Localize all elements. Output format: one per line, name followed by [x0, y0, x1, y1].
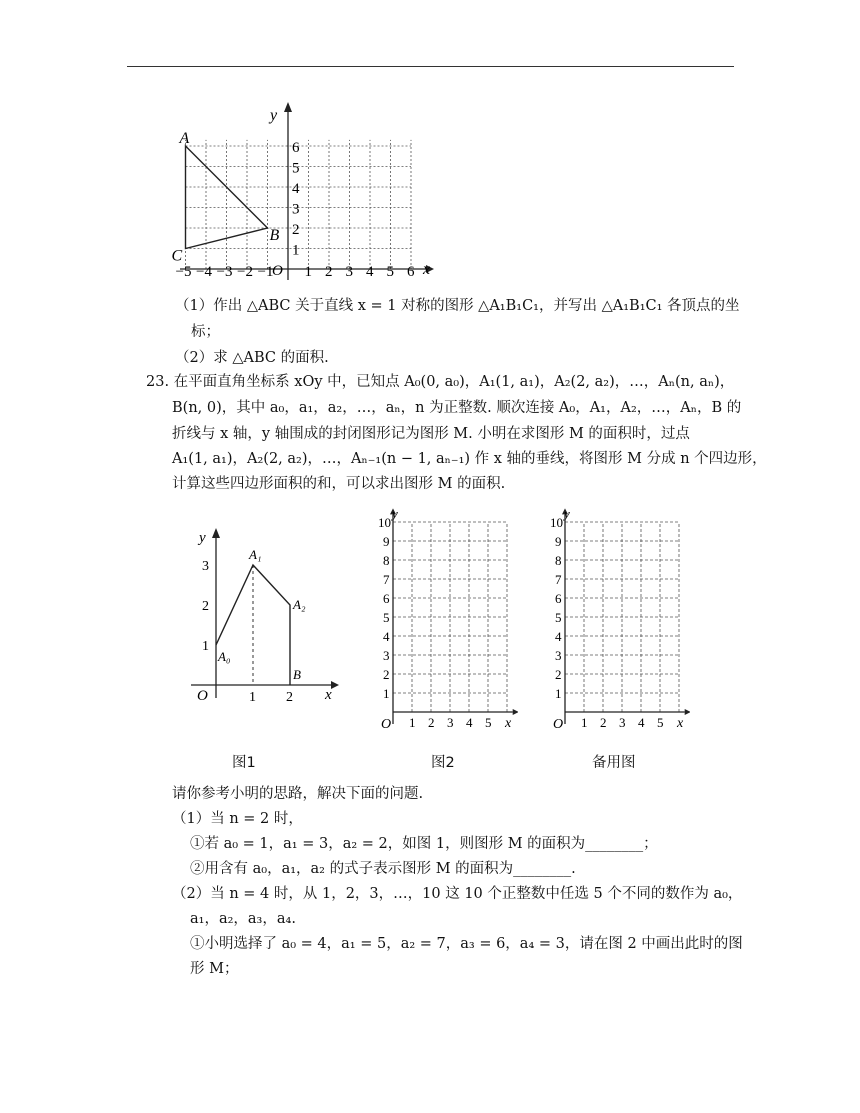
spare-y-tick: 7: [555, 572, 562, 587]
q23-line4: A₁(1, a₁)，A₂(2, a₂)，…，Aₙ₋₁(n − 1, aₙ₋₁) 作 x 轴的垂线，将图形 M 分成 n 个四边形，: [172, 451, 767, 467]
fig1-b-label: B: [293, 667, 301, 682]
q22-part1-line2: 标；: [191, 324, 220, 340]
fig2-axis-y: y: [392, 506, 398, 522]
axis-y-label: y: [270, 107, 278, 124]
fig2-y-tick: 3: [383, 648, 390, 663]
top-x-tick: 6: [407, 264, 415, 280]
fig1-caption: 图1: [232, 755, 256, 771]
fig2-x-tick: 4: [466, 715, 473, 730]
fig1-y-tick: 2: [202, 599, 209, 614]
spare-y-tick: 9: [555, 534, 562, 549]
fig2-x-tick: 1: [409, 715, 416, 730]
spare-y-tick: 6: [555, 591, 562, 606]
point-a-label: A: [179, 130, 190, 147]
q22-part2: （2）求 △ABC 的面积.: [175, 350, 329, 366]
top-y-tick: 2: [292, 222, 300, 238]
spare-x-tick: 1: [581, 715, 588, 730]
spare-y-tick: 5: [555, 610, 562, 625]
triangle-abc: [186, 146, 268, 249]
fig2-y-tick: 9: [383, 534, 390, 549]
fig2-y-tick: 10: [378, 515, 391, 530]
top-x-tick: −3: [216, 264, 233, 280]
origin-label: O: [272, 263, 283, 279]
fig2-caption: 图2: [431, 755, 455, 771]
q23-line3: 折线与 x 轴，y 轴围成的封闭图形记为图形 M. 小明在求图形 M 的面积时，过点: [172, 426, 690, 442]
fig1-x-tick: 1: [249, 690, 256, 705]
top-x-tick: 2: [325, 264, 333, 280]
fig2-y-tick: 5: [383, 610, 390, 625]
spare-x-tick: 2: [600, 715, 607, 730]
problems-intro: 请你参考小明的思路，解决下面的问题.: [172, 786, 424, 802]
fig1-x-tick: 2: [286, 690, 293, 705]
top-x-tick: 4: [366, 264, 374, 280]
spare-y-tick: 4: [555, 629, 562, 644]
spare-x-tick: 5: [657, 715, 664, 730]
spare-origin: O: [553, 717, 564, 732]
figure-1-polyline: [183, 520, 343, 705]
top-x-tick: −5: [175, 264, 192, 280]
fig1-axis-x: x: [325, 687, 332, 703]
top-x-tick: 1: [304, 264, 312, 280]
top-x-tick: −1: [257, 264, 274, 280]
fig1-a1-label: A₁: [249, 547, 262, 562]
fig1-y-tick: 3: [202, 559, 209, 574]
spare-y-tick: 8: [555, 553, 562, 568]
fig1-y-tick: 1: [202, 639, 209, 654]
top-x-tick: −2: [237, 264, 253, 280]
problem-2-line1: （2）当 n = 4 时，从 1，2，3，…，10 这 10 个正整数中任选 5 个不同的数作为 a₀，: [172, 886, 743, 902]
q23-line5: 计算这些四边形面积的和，可以求出图形 M 的面积.: [172, 476, 506, 492]
fig2-x-tick: 2: [428, 715, 435, 730]
top-y-tick: 5: [292, 160, 300, 177]
fig1-a2-label: A₂: [293, 597, 306, 612]
top-x-tick: 5: [386, 264, 394, 280]
top-y-tick: 3: [292, 201, 300, 218]
problem-1: （1）当 n = 2 时，: [172, 811, 303, 827]
problem-1-a: ①若 a₀ = 1，a₁ = 3，a₂ = 2，如图 1，则图形 M 的面积为________；: [190, 836, 658, 852]
spare-figure-caption: 备用图: [592, 755, 636, 771]
spare-figure-grid: [550, 500, 690, 732]
fig2-y-tick: 7: [383, 572, 390, 587]
fig2-origin: O: [381, 717, 392, 732]
top-y-tick: 6: [292, 140, 300, 156]
q22-part1-line1: （1）作出 △ABC 关于直线 x = 1 对称的图形 △A₁B₁C₁，并写出 △A₁B₁C₁ 各顶点的坐: [175, 298, 740, 314]
header-rule: [127, 66, 734, 67]
spare-axis-y: y: [564, 506, 570, 522]
fig2-y-tick: 6: [383, 591, 390, 606]
spare-x-tick: 4: [638, 715, 645, 730]
axis-x-label: x: [423, 261, 431, 278]
point-b-label: B: [269, 227, 280, 244]
triangle-abc-grid: [168, 100, 438, 285]
fig1-axis-y: y: [199, 530, 206, 546]
problem-2-a-line2: 形 M；: [190, 961, 239, 977]
fig2-x-tick: 3: [447, 715, 454, 730]
spare-y-tick: 1: [555, 686, 562, 701]
problem-1-b: ②用含有 a₀，a₁，a₂ 的式子表示图形 M 的面积为________.: [190, 861, 576, 877]
fig2-y-tick: 1: [383, 686, 390, 701]
figure-2-grid: [378, 500, 518, 732]
spare-axis-x: x: [677, 716, 684, 731]
spare-x-tick: 3: [619, 715, 626, 730]
fig1-origin: O: [197, 688, 208, 704]
spare-y-tick: 2: [555, 667, 562, 682]
top-y-tick: 1: [292, 242, 300, 259]
fig2-y-tick: 4: [383, 629, 390, 644]
fig2-y-tick: 2: [383, 667, 390, 682]
top-x-tick: −4: [196, 264, 212, 280]
q23-line2: B(n, 0)，其中 a₀，a₁，a₂，…，aₙ，n 为正整数. 顺次连接 A₀，A₁，A₂，…，Aₙ，B 的: [172, 400, 742, 416]
fig2-y-tick: 8: [383, 553, 390, 568]
problem-2-line2: a₁，a₂，a₃，a₄.: [190, 911, 296, 927]
spare-y-tick: 10: [550, 515, 563, 530]
fig2-x-tick: 5: [485, 715, 492, 730]
q23-line1: 23. 在平面直角坐标系 xOy 中，已知点 A₀(0, a₀)，A₁(1, a₁)，A₂(2, a₂)，…，Aₙ(n, aₙ)，: [146, 374, 735, 390]
spare-y-tick: 3: [555, 648, 562, 663]
fig2-axis-x: x: [505, 716, 512, 731]
top-x-tick: 3: [345, 264, 353, 280]
point-c-label: C: [171, 247, 183, 265]
top-y-tick: 4: [292, 181, 300, 197]
problem-2-a-line1: ①小明选择了 a₀ = 4，a₁ = 5，a₂ = 7，a₃ = 6，a₄ = 3，请在图 2 中画出此时的图: [190, 936, 743, 952]
fig1-a0-label: A₀: [218, 649, 231, 664]
